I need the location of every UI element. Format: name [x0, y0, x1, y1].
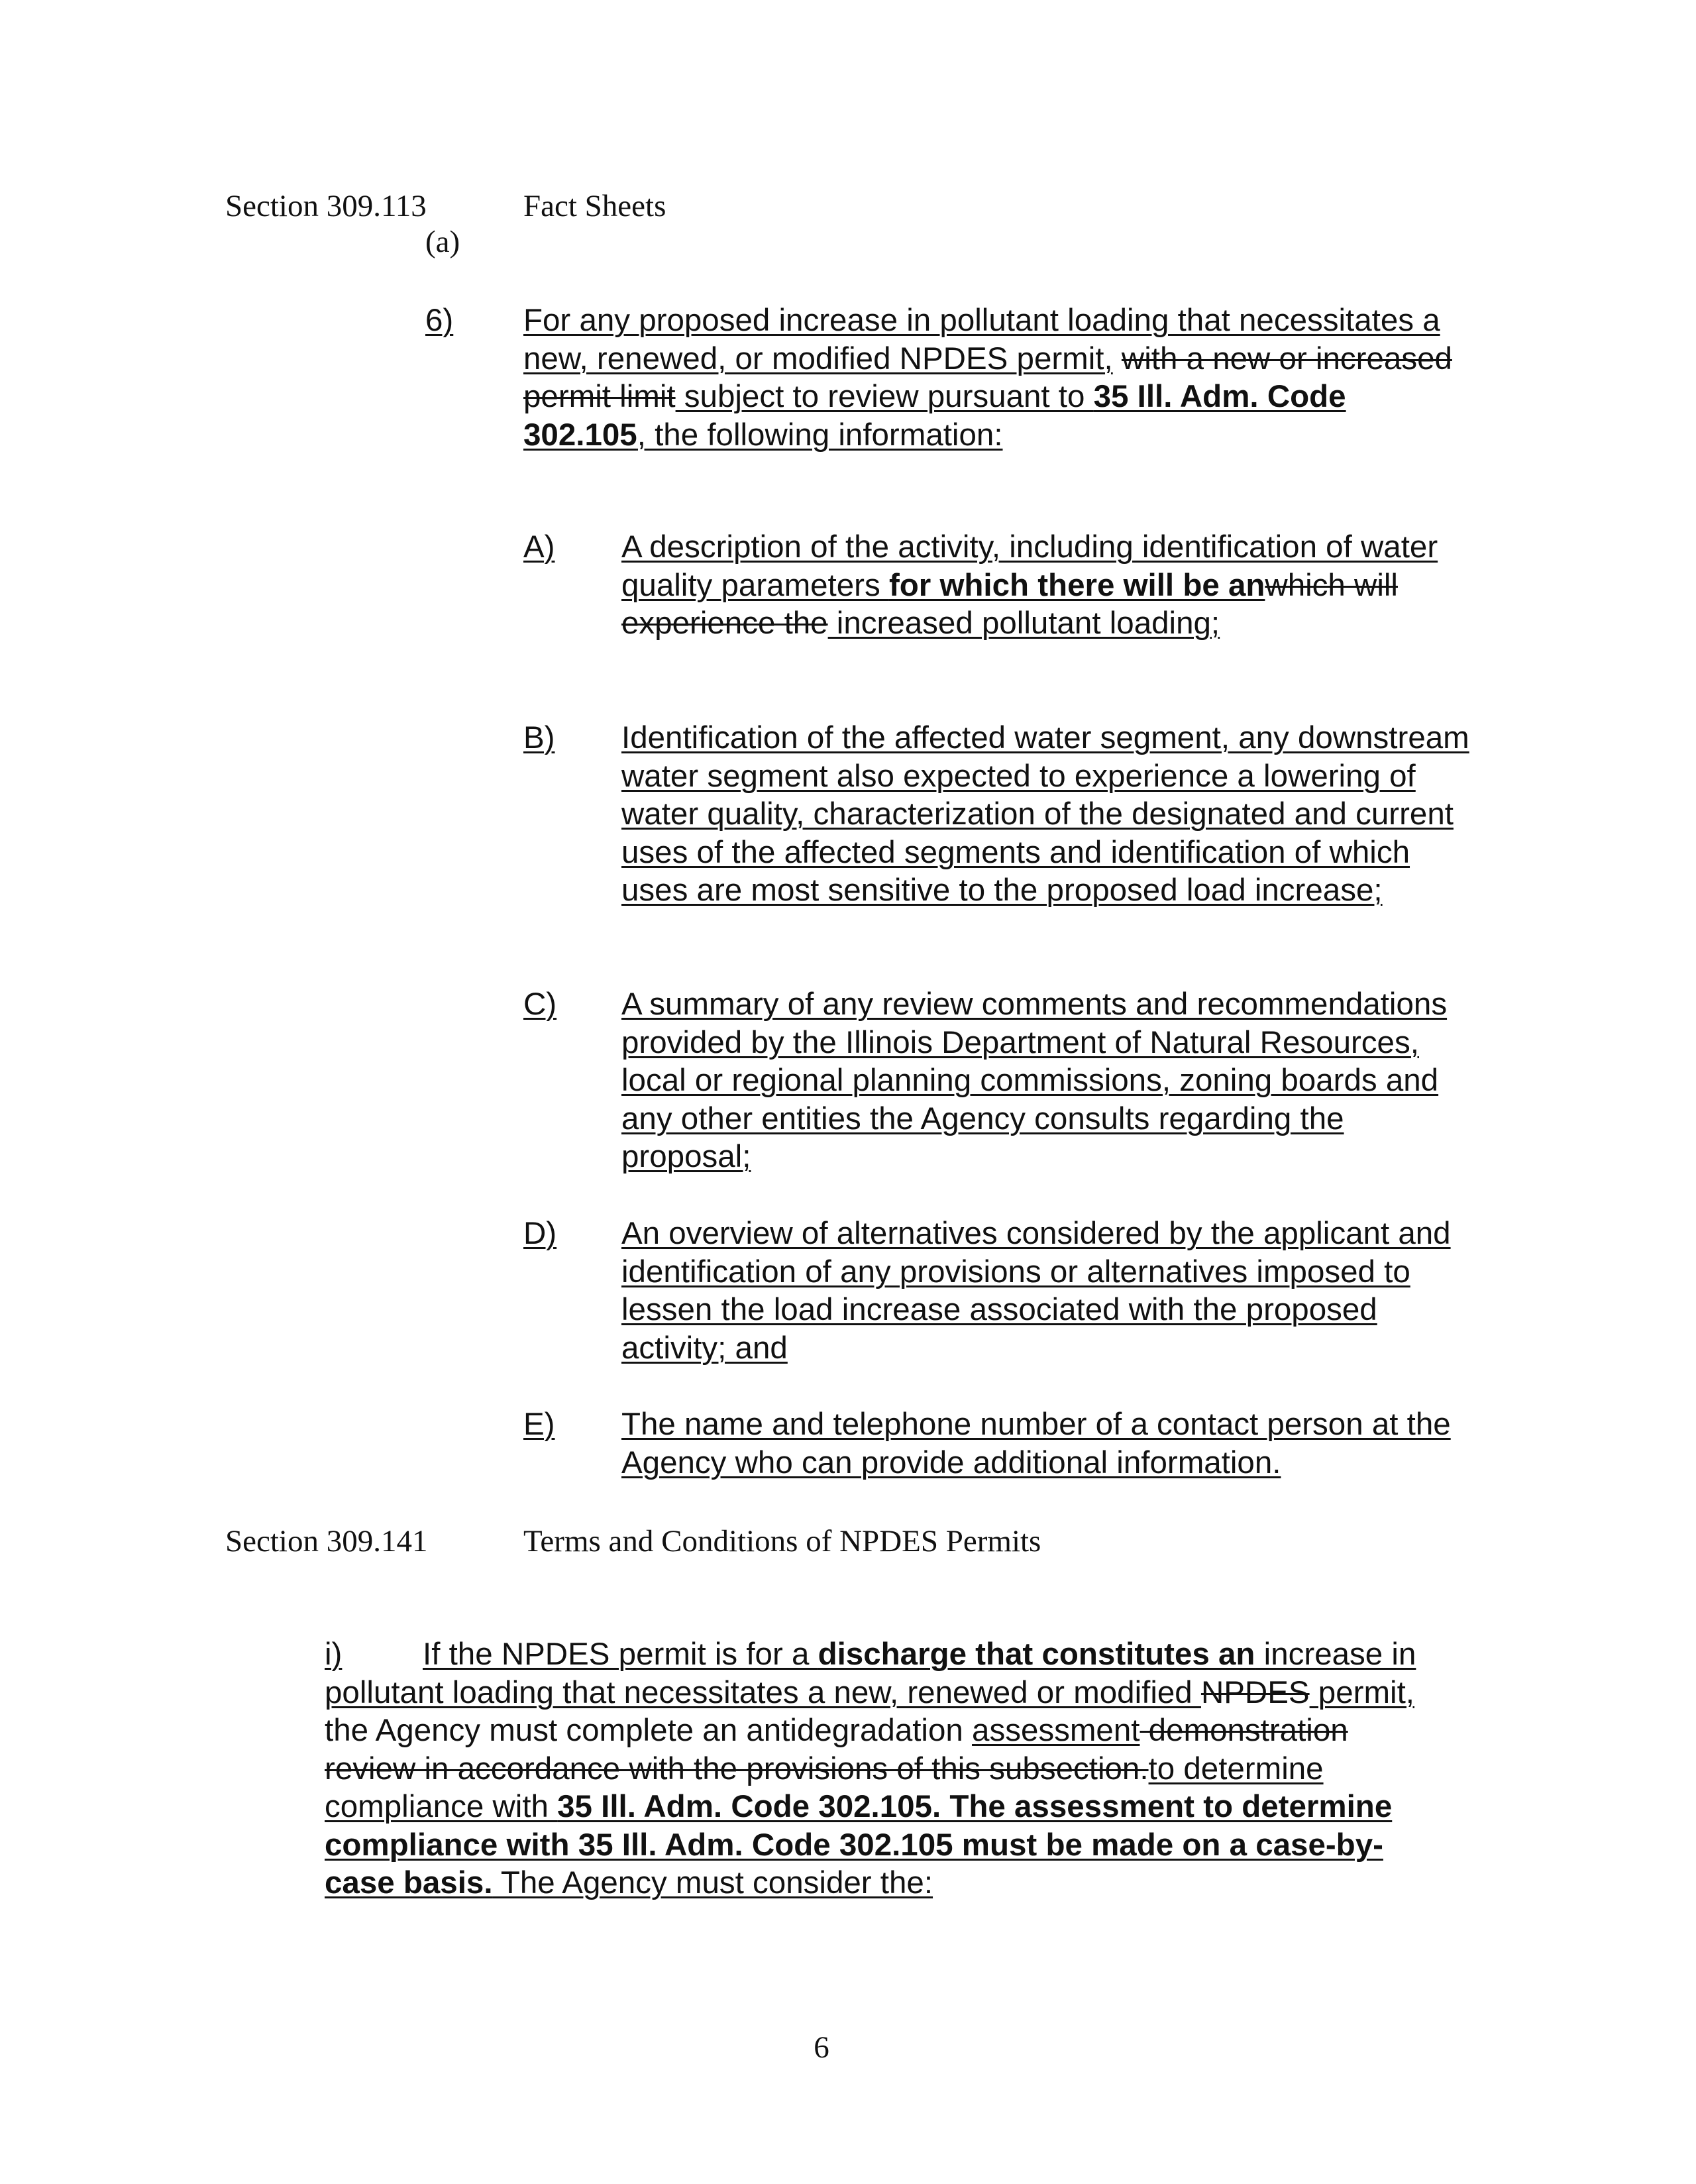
item-d	[523, 1215, 1471, 1367]
page-number: 6	[814, 2030, 829, 2065]
item-e	[523, 1405, 1471, 1482]
item-c-text: A summary of any review comments and recommendations provided by the Illinois Department of Natural Resources, local or regional planning commissions, zoning boards and any other entities the Agency consults regarding the proposal;	[621, 987, 1448, 1174]
item-e-label: E)	[523, 1407, 555, 1442]
item-i-text: If the NPDES permit is for a discharge that constitutes an increase in pollutant loading that necessitates a new, renewed or modified NPDES permit, the Agency must complete an antidegradation assessment demonstration review in accordance with the provisions of this subsection.to determine compliance with 35 Ill. Adm. Code 302.105. The assessment to determine compliance with 35 Ill. Adm. Code 302.105 must be made on a case-by-case basis. The Agency must consider the:	[325, 1637, 1416, 1900]
item-d-label: D)	[523, 1216, 557, 1251]
item-c	[523, 985, 1471, 1176]
item-i	[325, 1635, 1434, 1902]
section-309-113-title: Fact Sheets	[523, 189, 666, 223]
section-309-141-label: Section 309.141	[225, 1524, 428, 1558]
item-d-text: An overview of alternatives considered by the applicant and identification of any provisions or alternatives imposed to lessen the load increase associated with the proposed activity; and	[621, 1216, 1451, 1366]
item-a	[523, 528, 1471, 643]
item-6-label: 6)	[425, 303, 454, 338]
item-a-text: A description of the activity, including identification of water quality parameters for which there will be anwhich will experience the increased pollutant loading;	[621, 529, 1438, 641]
struck-text: with a new or increased permit limit	[523, 341, 1452, 414]
struck-text: demonstration review in accordance with the provisions of this subsection.	[325, 1713, 1348, 1786]
section-309-113-label: Section 309.113	[225, 189, 427, 223]
section-309-141-title: Terms and Conditions of NPDES Permits	[523, 1524, 1041, 1558]
item-i-label: i)	[325, 1637, 343, 1672]
struck-text: which will experience the	[621, 567, 1398, 641]
item-b-label: B)	[523, 720, 555, 755]
item-b-text: Identification of the affected water segment, any downstream water segment also expected to experience a lowering of water quality, characterization of the designated and current uses of the affected segments and identification of which uses are most sensitive to the proposed load increase;	[621, 720, 1469, 908]
item-a-label: A)	[523, 529, 555, 565]
item-6	[425, 301, 1472, 454]
item-b	[523, 719, 1471, 910]
item-6-text: For any proposed increase in pollutant loading that necessitates a new, renewed, or modified NPDES permit, with a new or increased permit limit subject to review pursuant to 35 Ill. Adm. Code 302.105, the following information:	[523, 303, 1452, 453]
subsection-a-label: (a)	[425, 225, 460, 259]
struck-text: NPDES	[1200, 1674, 1310, 1710]
item-e-text: The name and telephone number of a contact person at the Agency who can provide additional information.	[621, 1407, 1451, 1480]
item-c-label: C)	[523, 987, 557, 1022]
